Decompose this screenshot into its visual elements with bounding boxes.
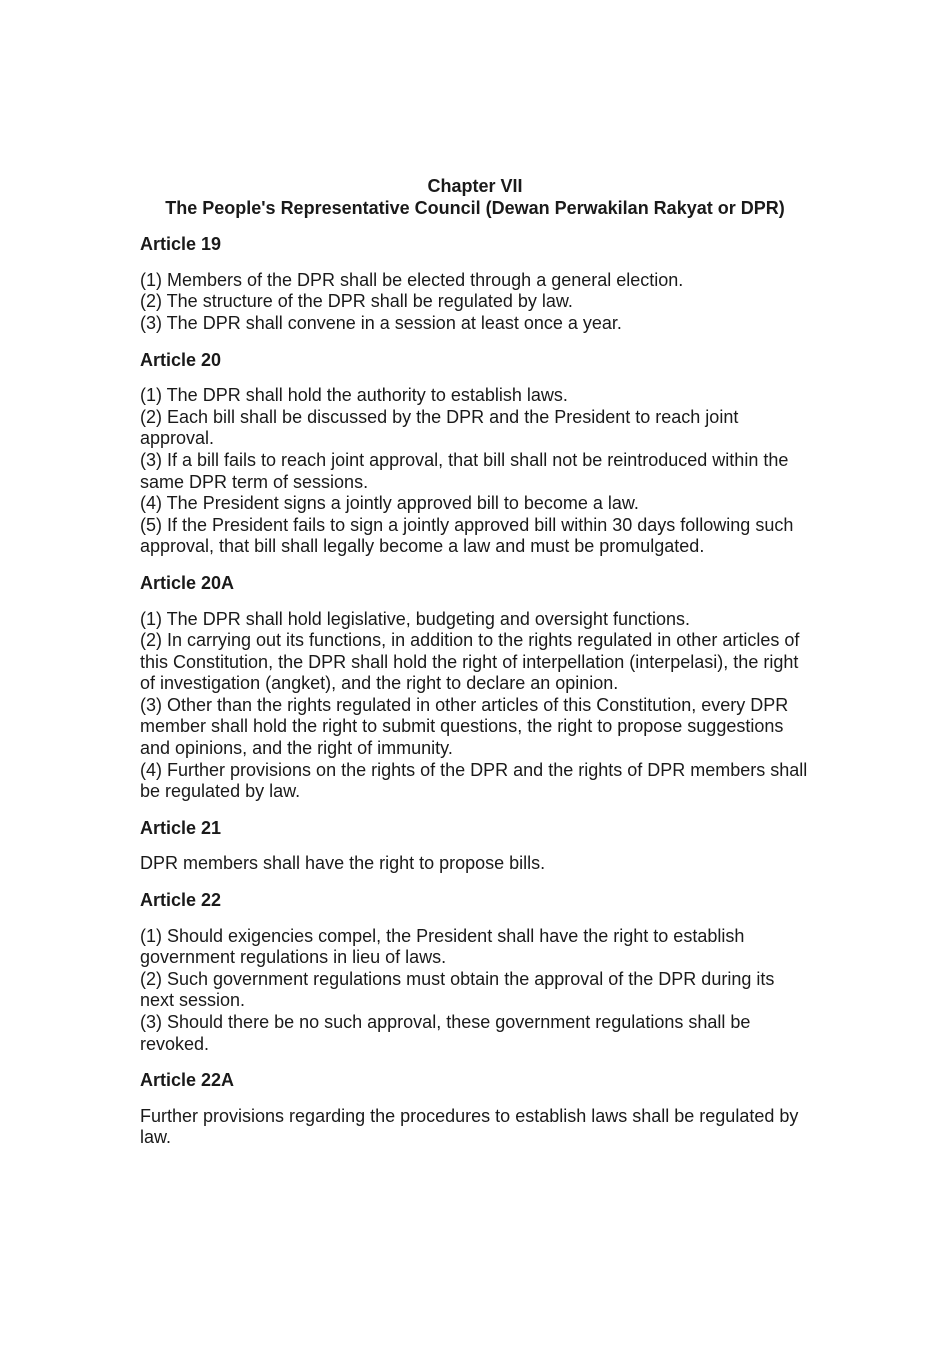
article-title: Article 20A: [140, 572, 235, 593]
article-paragraph: DPR members shall have the right to propose bills.: [140, 853, 546, 874]
article-paragraph: (1) The DPR shall hold the authority to establish laws.: [140, 385, 568, 406]
article-body: [140, 609, 810, 803]
article-paragraph: (5) If the President fails to sign a jointly approved bill within 30 days following such approval, that bill shall legally become a law and must be promulgated.: [140, 514, 794, 557]
article-paragraph: (2) Each bill shall be discussed by the DPR and the President to reach joint approval.: [140, 406, 739, 449]
article-paragraph: (3) The DPR shall convene in a session at least once a year.: [140, 312, 622, 333]
article-paragraph: (3) If a bill fails to reach joint approval, that bill shall not be reintroduced within the same DPR term of sessions.: [140, 449, 789, 492]
article-paragraph: (3) Other than the rights regulated in other articles of this Constitution, every DPR member shall hold the right to submit questions, the right to propose suggestions and opinions, and the right of immunity.: [140, 694, 789, 759]
article-paragraph: (4) Further provisions on the rights of the DPR and the rights of DPR members shall be regulated by law.: [140, 759, 808, 802]
article-title: Article 19: [140, 234, 222, 255]
article-title: Article 21: [140, 817, 222, 838]
article-paragraph: (1) Should exigencies compel, the President shall have the right to establish government regulations in lieu of laws.: [140, 925, 745, 968]
article-section: [140, 234, 810, 334]
article-title: Article 22A: [140, 1070, 235, 1091]
chapter-title: The People's Representative Council (Dewan Perwakilan Rakyat or DPR): [165, 197, 785, 218]
article-body: [140, 1106, 810, 1149]
article-section: [140, 818, 810, 875]
articles-list: [140, 234, 810, 1149]
document-page: [140, 176, 810, 1149]
article-body: [140, 926, 810, 1056]
article-section: [140, 1070, 810, 1149]
article-paragraph: (2) Such government regulations must obtain the approval of the DPR during its next session.: [140, 968, 775, 1011]
article-title: Article 22: [140, 890, 222, 911]
chapter-number: Chapter VII: [427, 176, 523, 196]
article-paragraph: (2) The structure of the DPR shall be regulated by law.: [140, 291, 573, 312]
article-paragraph: (3) Should there be no such approval, these government regulations shall be revoked.: [140, 1012, 751, 1054]
chapter-heading: [140, 176, 810, 219]
article-body: [140, 270, 810, 335]
article-paragraph: (1) Members of the DPR shall be elected through a general election.: [140, 269, 684, 290]
article-section: [140, 350, 810, 558]
article-paragraph: (4) The President signs a jointly approved bill to become a law.: [140, 493, 639, 514]
article-section: [140, 573, 810, 803]
article-paragraph: (1) The DPR shall hold legislative, budgeting and oversight functions.: [140, 608, 690, 629]
article-section: [140, 890, 810, 1055]
article-paragraph: Further provisions regarding the procedures to establish laws shall be regulated by law.: [140, 1105, 799, 1148]
article-body: [140, 385, 810, 558]
article-title: Article 20: [140, 349, 222, 370]
article-paragraph: (2) In carrying out its functions, in addition to the rights regulated in other articles of this Constitution, the DPR shall hold the right of interpellation (interpelasi), the right of investigation (angket), and the right to declare an opinion.: [140, 630, 800, 694]
article-body: [140, 853, 810, 875]
